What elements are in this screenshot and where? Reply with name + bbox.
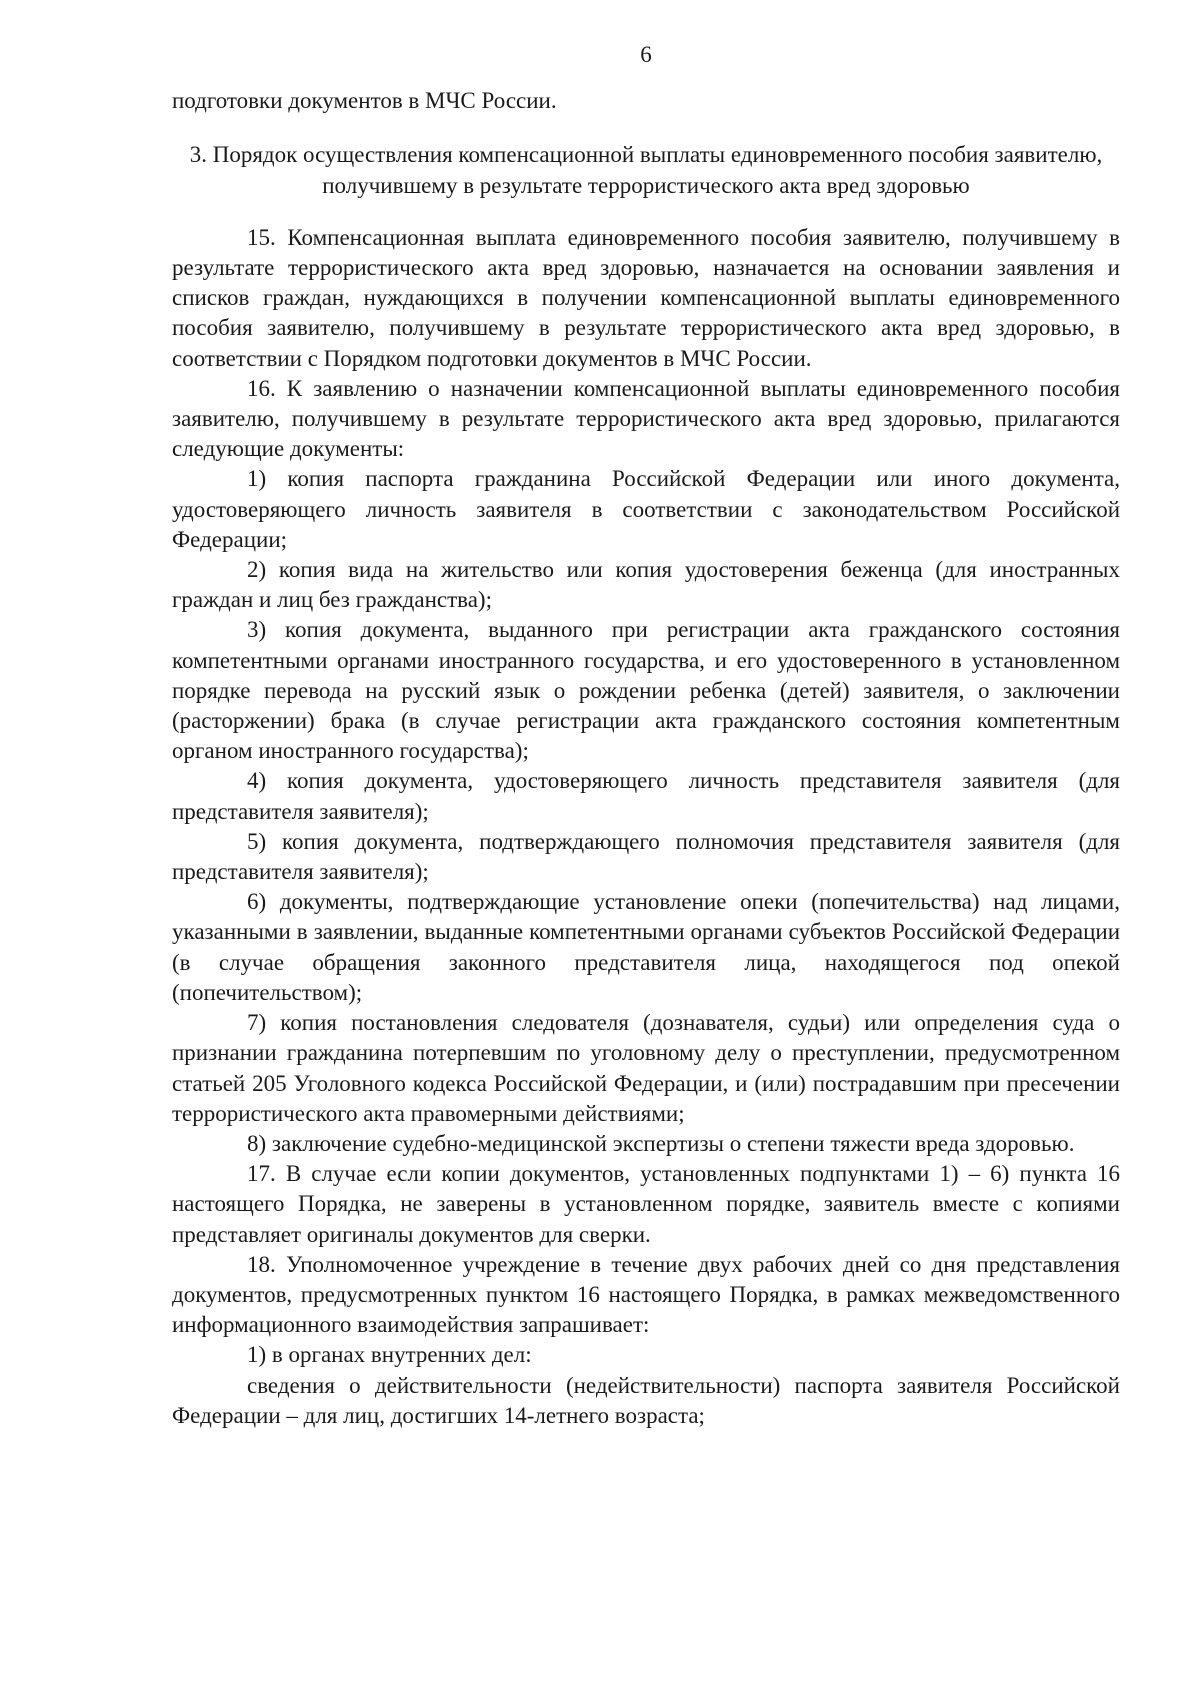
paragraph-16: 16. К заявлению о назначении компенсационной выплаты единовременного пособия заявителю, получившему в результате террористического акта вред здоровью, прилагаются следующие документы: [172, 375, 1120, 462]
paragraph-17: 17. В случае если копии документов, установленных подпунктами 1) – 6) пункта 16 настоящего Порядка, не заверены в установленном порядке, заявитель вместе с копиями представляет оригиналы документов для сверки. [172, 1161, 1120, 1247]
list-item-16-3: 3) копия документа, выданного при регистрации акта гражданского состояния компетентными органами иностранного государства, и его удостоверенного в установленном порядке перевода на русский язык о рождении ребенка (детей) заявителя, о заключении (расторжении) брака (в случае регистрации акта гражданского состояния компетентным органом иностранного государства); [172, 617, 1120, 764]
list-item-18-1: 1) в органах внутренних дел: [247, 1342, 532, 1368]
section-heading: 3. Порядок осуществления компенсационной выплаты единовременного пособия заявителю, получившему в результате террористического акта вред здоровью [189, 142, 1103, 198]
page-number: 6 [640, 42, 652, 67]
list-item-16-4: 4) копия документа, удостоверяющего личность представителя заявителя (для представителя заявителя); [172, 768, 1120, 824]
list-item-16-5: 5) копия документа, подтверждающего полномочия представителя заявителя (для представителя заявителя); [172, 828, 1120, 885]
list-item-16-7: 7) копия постановления следователя (дознавателя, судьи) или определения суда о признании гражданина потерпевшим по уголовному делу о преступлении, предусмотренном статьей 205 Уголовного кодекса Российской Федерации, и (или) пострадавшим при пресечении террористического акта правомерными действиями; [172, 1010, 1120, 1126]
list-item-16-2: 2) копия вида на жительство или копия удостоверения беженца (для иностранных граждан и лиц без гражданства); [172, 557, 1120, 613]
continuation-line: подготовки документов в МЧС России. [172, 88, 557, 114]
paragraph-15: 15. Компенсационная выплата единовременного пособия заявителю, получившему в результате террористического акта вред здоровью, назначается на основании заявления и списков граждан, нуждающихся в получении компенсационной выплаты единовременного пособия заявителю, получившему в результате террористического акта вред здоровью, в соответствии с Порядком подготовки документов в МЧС России. [172, 224, 1120, 371]
list-item-16-6: 6) документы, подтверждающие установление опеки (попечительства) над лицами, указанными в заявлении, выданные компетентными органами субъектов Российской Федерации (в случае обращения законного представителя лица, находящегося под опекой (попечительством); [172, 889, 1120, 1005]
paragraph-18: 18. Уполномоченное учреждение в течение двух рабочих дней со дня представления документов, предусмотренных пунктом 16 настоящего Порядка, в рамках межведомственного информационного взаимодействия запрашивает: [172, 1251, 1120, 1338]
list-item-16-8: 8) заключение судебно-медицинской экспертизы о степени тяжести вреда здоровью. [247, 1130, 1075, 1156]
list-item-18-1-detail: сведения о действительности (недействительности) паспорта заявителя Российской Федерации – для лиц, достигших 14-летнего возраста; [172, 1372, 1120, 1428]
document-page [172, 40, 1120, 1431]
list-item-16-1: 1) копия паспорта гражданина Российской Федерации или иного документа, удостоверяющего личность заявителя в соответствии с законодательством Российской Федерации; [172, 466, 1120, 552]
